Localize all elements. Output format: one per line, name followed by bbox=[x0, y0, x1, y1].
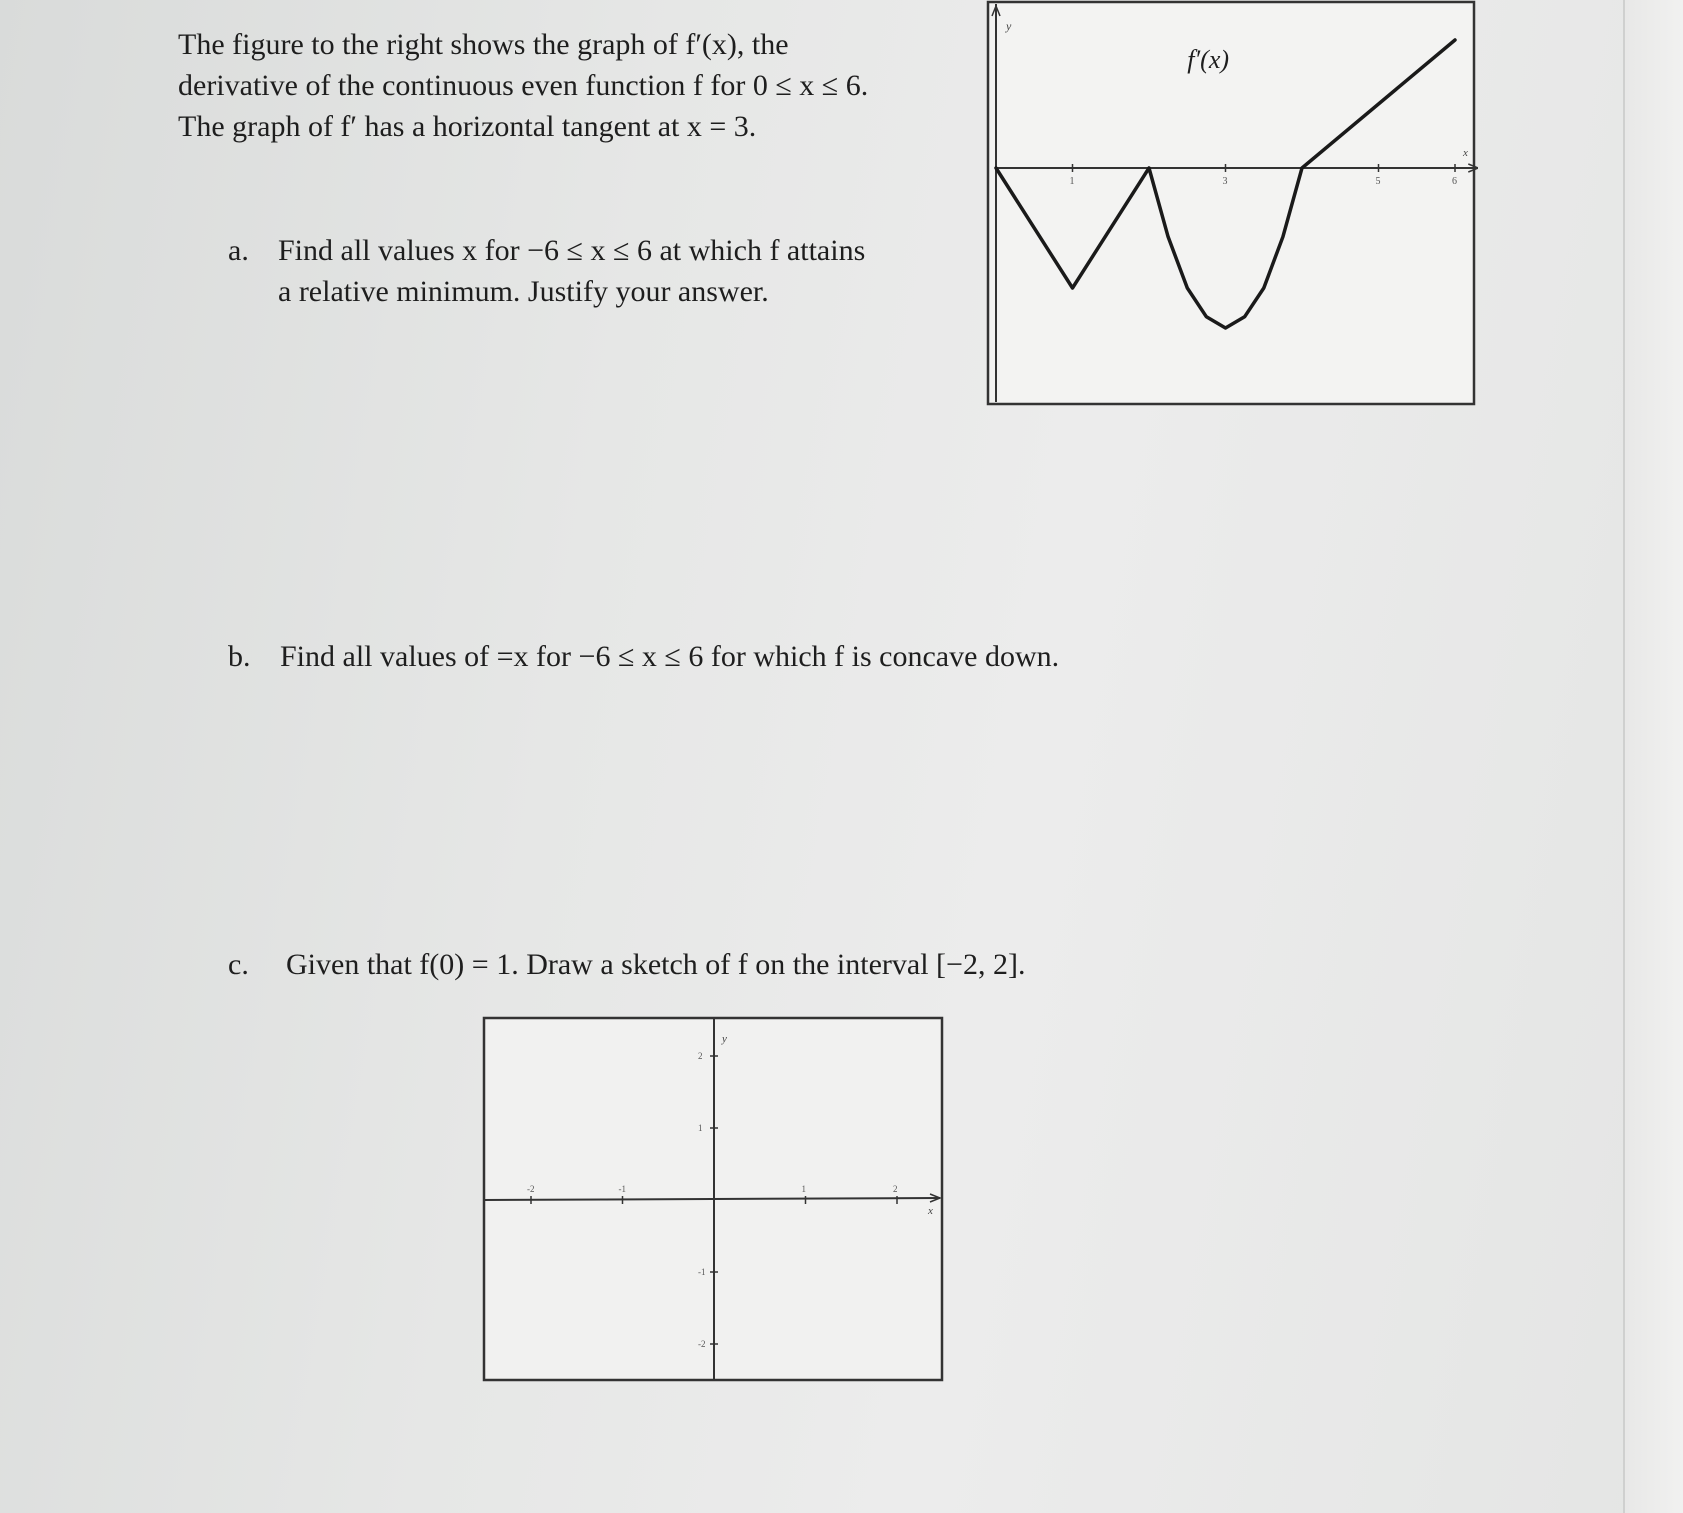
y-axis-label: y bbox=[722, 1033, 727, 1045]
x-tick-label: 5 bbox=[1375, 176, 1381, 187]
x-tick-label: 2 bbox=[893, 1184, 898, 1194]
page-edge bbox=[1623, 0, 1625, 1513]
y-tick-label: 1 bbox=[698, 1123, 703, 1133]
x-tick-label: 1 bbox=[1069, 176, 1075, 187]
question-b-text: Find all values of =x for −6 ≤ x ≤ 6 for which f is concave down. bbox=[280, 640, 1060, 673]
graph-title: f′(x) bbox=[1187, 45, 1230, 74]
question-b-letter: b. bbox=[228, 640, 251, 673]
sketch-grid bbox=[480, 1014, 946, 1384]
question-a-line-2: a relative minimum. Justify your answer. bbox=[278, 275, 769, 308]
question-a-text bbox=[278, 230, 968, 312]
x-tick-label: -1 bbox=[618, 1184, 626, 1194]
intro-line-2: derivative of the continuous even function f for 0 ≤ x ≤ 6. bbox=[178, 69, 869, 102]
problem-intro bbox=[178, 24, 978, 147]
question-c-letter: c. bbox=[228, 948, 249, 981]
intro-line-3: The graph of f′ has a horizontal tangent at x = 3. bbox=[178, 110, 757, 143]
x-axis-label: x bbox=[1463, 147, 1468, 159]
question-a-line-1: Find all values x for −6 ≤ x ≤ 6 at which f attains bbox=[278, 234, 866, 267]
x-tick-label: 6 bbox=[1452, 176, 1457, 187]
y-tick-label: -2 bbox=[698, 1339, 706, 1349]
graph-frame bbox=[988, 2, 1474, 404]
x-axis-label: x bbox=[928, 1205, 933, 1217]
y-axis-label: y bbox=[1006, 19, 1012, 33]
y-tick-label: -1 bbox=[698, 1267, 706, 1277]
intro-line-1: The figure to the right shows the graph of f′(x), the bbox=[178, 28, 789, 61]
x-tick-label: 3 bbox=[1222, 176, 1228, 187]
y-tick-label: 2 bbox=[698, 1051, 703, 1061]
question-c-text: Given that f(0) = 1. Draw a sketch of f on the interval [−2, 2]. bbox=[286, 948, 1026, 981]
x-tick-label: -2 bbox=[527, 1184, 535, 1194]
derivative-graph bbox=[984, 0, 1478, 408]
x-tick-label: 1 bbox=[801, 1184, 806, 1194]
question-a-letter: a. bbox=[228, 234, 249, 267]
background-shade bbox=[1625, 0, 1683, 1513]
